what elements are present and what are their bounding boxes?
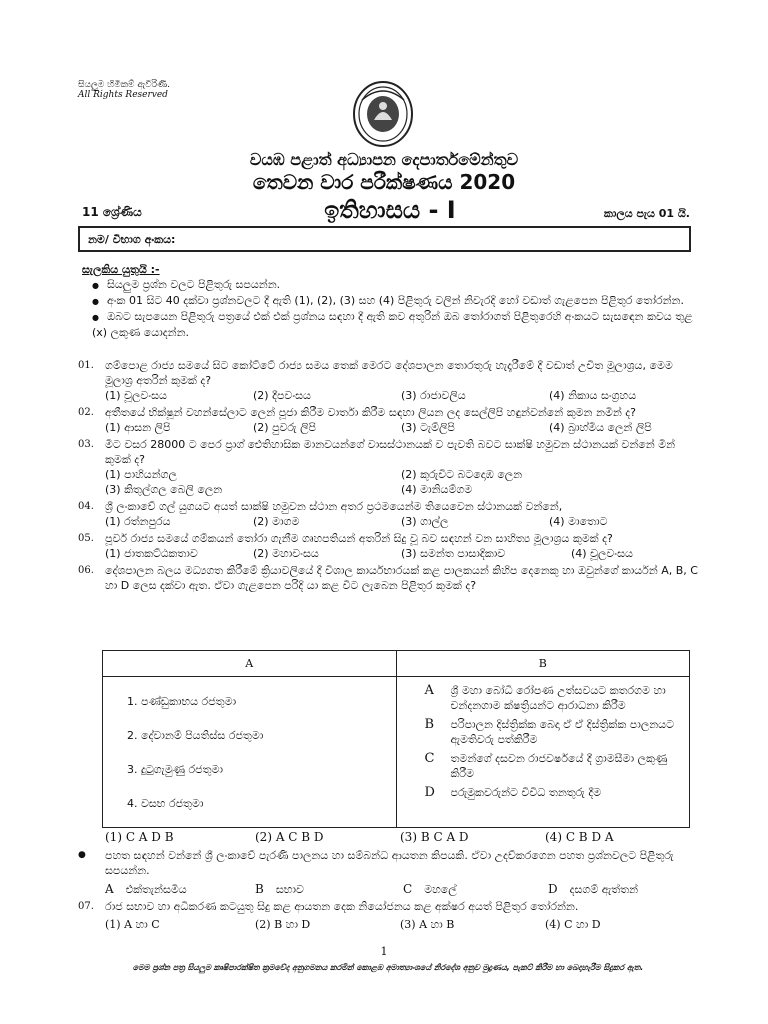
ruler-item: 4. වසභ රජතුමා xyxy=(127,797,204,810)
options-row xyxy=(78,388,698,403)
note-item xyxy=(403,882,548,897)
column-b-header: B xyxy=(396,651,690,677)
question-number: 03. xyxy=(78,439,94,450)
q06-options-row xyxy=(105,830,705,844)
question-text: මීට වසර 28000 ට පෙර ප්‍රාග් ඓතිහාසික මානවයන්ගේ වාසස්ථානයක් ව පැවති බවට සාක්ෂි හමුවන ස්ථානයක් වන්නේ මින් කුමක් ද? xyxy=(105,438,676,466)
task-item xyxy=(425,683,676,717)
bullet-icon: ● xyxy=(78,850,86,860)
instruction-item: ● ඔබට සැපයෙන පිළිතුරු පත්‍රයේ එක් එක් ප්‍රශ්නය සඳහා දී ඇති කව අතුරින් ඔබ තෝරාගත් පිළිතුරෙහි අංකයට සැසඳෙන කවය තුළ (x) ලකුණ යොදන්න. xyxy=(92,309,696,340)
rights-si: සියලුම හිමිකම් ඇවිරිණි. xyxy=(78,80,171,90)
option[interactable]: (2) A C B D xyxy=(255,830,324,844)
options-row xyxy=(78,467,698,482)
page-number: 1 xyxy=(380,945,388,958)
option[interactable]: (1) පාහියන්ගල xyxy=(105,468,177,481)
option[interactable]: (4) C B D A xyxy=(545,830,614,844)
task-letter: C xyxy=(424,751,435,766)
instruction-item: ● අංක 01 සිට 40 දක්වා ප්‍රශ්නවලට දී ඇති (1), (2), (3) සහ (4) පිළිතුරු වලින් නිවැරදි හෝ වඩාත් ගැළපෙන පිළිතුර තෝරන්න. xyxy=(92,293,696,309)
task-text: ශ්‍රී මහා බෝධි රෝපණ උත්සවයට කතරගම හා චන්දනගාම ක්ෂත්‍රියන්ට ආරාධනා කිරීම xyxy=(450,684,666,712)
column-a-header: A xyxy=(103,651,397,677)
question-text: ගම්පොළ රාජ්‍ය සමයේ සිට කෝට්ටේ රාජ්‍ය සමය තෙක් මෙරට දේශපාලන තොරතුරු හැදෑරීමේ දී වඩාත් උචිත මූලාශ්‍රය, මෙම මූලාශ්‍ර අතරින් කුමක් ද? xyxy=(105,359,673,387)
option[interactable]: (3) B C A D xyxy=(400,830,469,844)
question-number: 05. xyxy=(78,533,94,544)
note-row xyxy=(78,848,698,878)
option[interactable]: (2) මාගම xyxy=(253,515,300,528)
note-label: මහලේ xyxy=(424,883,457,896)
ruler-item: 3. දුටුගැමුණු රජතුමා xyxy=(127,763,224,776)
exam-title: තෙවන වාර පරීක්ෂණය 2020 xyxy=(252,170,516,194)
option[interactable]: (1) රත්නපුරය xyxy=(105,515,171,528)
note-letter: D xyxy=(548,882,558,896)
time-label: කාලය පැය 01 යි. xyxy=(603,207,690,220)
footer-note: මෙම ප්‍රශ්න පත්‍ර සියලුම කෘෂිපාරක්ෂිත ක්‍රමවේද අනුගමනය කරමින් කොළඹ අමාත්‍යාංශයේ නිරදේශ අනුව මුද්‍රණය, පැකට් කිරීම හා බෙදාහැරීම සිදුකර ඇත. xyxy=(132,963,644,972)
grade-label: 11 ශ්‍රේණිය xyxy=(82,205,142,219)
option[interactable]: (3) රාජාවලිය xyxy=(401,389,466,402)
column-b-cell xyxy=(396,677,690,828)
option[interactable]: (3) ගාල්ල xyxy=(401,515,449,528)
option[interactable]: (4) මාතොට xyxy=(549,515,608,528)
options-row xyxy=(78,917,698,932)
option[interactable]: (3) කිතුල්ගල බෙලි ලෙන xyxy=(105,483,223,496)
task-text: තමන්ගේ දසවන රාජවර්ෂයේ දී ග්‍රාමසීමා ලකුණු කිරීම xyxy=(450,752,668,780)
options-row xyxy=(78,482,698,497)
question-number: 04. xyxy=(78,501,94,512)
options-row xyxy=(78,546,698,561)
option[interactable]: (2) මහාවංසය xyxy=(253,547,319,560)
column-a-cell xyxy=(103,677,397,828)
name-label: නම/ විභාග අංකය: xyxy=(88,233,176,246)
rights-en: All Rights Reserved xyxy=(78,90,168,100)
emblem-icon xyxy=(352,80,414,148)
subject-title: ඉතිහාසය - I xyxy=(324,196,456,224)
instruction-item: ● සියලුම ප්‍රශ්න වලට පිළිතුරු සපයන්න. xyxy=(92,277,696,293)
option[interactable]: (4) C හා D xyxy=(545,918,601,931)
question-text: දේශපාලන බලය මධ්‍යගත කිරීමේ ක්‍රියාවලියේ දී විශාල කාර්යභාරයක් කළ පාලකයන් කිහිප දෙනෙකු හා ඔවුන්ගේ කාර්යන් A, B, C හා D ලෙස දක්වා ඇත. ඒවා ගැළපෙන පරිදි යා කළ විට ලැබෙන පිළිතුර කුමක් ද? xyxy=(105,564,698,592)
option[interactable]: (1) චූලවංසය xyxy=(105,389,167,402)
option[interactable]: (4) නිකාය සංග්‍රහය xyxy=(549,389,637,402)
department-title: වයඹ පළාත් අධ්‍යාපන දෙපාර්තමේන්තුව xyxy=(249,150,519,169)
question-text: අතීතයේ භික්ෂූන් වහන්සේලාට ලෙන් පූජා කිරීම වාර්තා කිරීම සඳහා ලියන ලද සෙල්ලිපි හඳුන්වන්නේ කුමන නමින් ද? xyxy=(105,406,636,419)
option[interactable]: (4) මානියම්ගම xyxy=(401,483,473,496)
note-item xyxy=(548,882,638,897)
option[interactable]: (1) C A D B xyxy=(105,830,174,844)
option[interactable]: (2) කුරුවිට බටදොඹ ලෙන xyxy=(401,468,523,481)
ruler-item: 1. පණ්ඩුකාභය රජතුමා xyxy=(127,695,237,708)
note-letter: A xyxy=(105,882,114,896)
task-item xyxy=(425,717,676,751)
option[interactable]: (2) B හා D xyxy=(255,918,311,931)
task-text: පරුමුකවරුන්ට විවිධ තනතුරු දීම xyxy=(450,786,602,799)
options-row xyxy=(78,514,698,529)
question-number: 07. xyxy=(78,901,94,912)
note-text: පහත සඳහන් වන්නේ ශ්‍රී ලංකාවේ පැරණි පාලනය හා සම්බන්ධ ආයතන කිපයකි. ඒවා උදව්කරගෙන පහත ප්‍රශ්නවලට පිළිතුරු සපයන්න. xyxy=(105,849,674,877)
note-item xyxy=(105,882,255,897)
question xyxy=(78,899,698,914)
question xyxy=(78,405,698,420)
question xyxy=(78,437,698,467)
option[interactable]: (2) පුවරු ලිපි xyxy=(253,421,316,434)
task-item xyxy=(425,751,676,785)
question xyxy=(78,499,698,514)
note-label: සභාව xyxy=(275,883,304,896)
note-items-row xyxy=(78,882,698,897)
question-number: 02. xyxy=(78,407,94,418)
option[interactable]: (1) ආසන ලිපි xyxy=(105,421,171,434)
option[interactable]: (2) දීපවංසය xyxy=(253,389,311,402)
task-letter: A xyxy=(424,683,434,698)
instructions-list xyxy=(92,277,696,340)
rights-block xyxy=(78,80,170,100)
name-box[interactable] xyxy=(78,226,691,252)
task-item xyxy=(425,785,676,809)
question-text: පූර්ව රාජ්‍ය සමයේ ගම්කයන් තෝරා ගැනීම ගෘහපතියන් අතරින් සිදු වූ බව සඳහන් වන සාහිත්‍ය මූලාශ්‍රය කුමක් ද? xyxy=(105,532,613,545)
question xyxy=(78,531,698,546)
option[interactable]: (3) A හා B xyxy=(400,918,455,931)
task-letter: D xyxy=(424,785,435,800)
question-number: 06. xyxy=(78,565,94,576)
ruler-item: 2. දේවානම් පියතිස්ස රජතුමා xyxy=(127,729,264,742)
task-letter: B xyxy=(424,717,435,732)
match-table xyxy=(102,650,690,828)
note-label: දසගම් ඇත්තන් xyxy=(569,883,639,896)
option[interactable]: (3) සමන්ත පාසාදිකාව xyxy=(401,547,506,560)
option[interactable]: (4) බ්‍රාහ්මීය ලෙන් ලිපි xyxy=(549,421,652,434)
option[interactable]: (1) A හා C xyxy=(105,918,160,931)
note-label: එක්තැන්සමිය xyxy=(125,883,187,896)
note-item xyxy=(255,882,403,897)
instructions-title: සැලකිය යුතුයි :- xyxy=(82,263,160,276)
option[interactable]: (3) ටැම්ලිපි xyxy=(401,421,455,434)
question-text: ශ්‍රී ලංකාවේ ගල් යුගයට අයත් සාක්ෂි හමුවන ස්ථාන අතර ප්‍රථමයෙන්ම තියෙවෙන ස්ථානයක් වන්නේ, xyxy=(105,500,563,513)
option[interactable]: (4) චූලවංසය xyxy=(571,547,633,560)
question xyxy=(78,563,698,593)
question-text: රාජ සභාව හා අධිකරණ කටයුතු සිදු කළ ආයතන දෙක නියෝජනය කළ අක්ෂර අයත් පිළිතුර තෝරන්න. xyxy=(105,900,579,913)
options-row xyxy=(78,420,698,435)
questions-block xyxy=(78,358,698,593)
task-text: පරිපාලන දිස්ත්‍රික්ක බෙදා ඒ ඒ දිස්ත්‍රික්ක පාලනයට ඇමතිවරු පත්කිරීම xyxy=(450,718,674,746)
question xyxy=(78,358,698,388)
note-letter: C xyxy=(403,882,413,896)
note-block xyxy=(78,848,698,932)
question-number: 01. xyxy=(78,360,94,371)
note-letter: B xyxy=(255,882,264,896)
option[interactable]: (1) ජාතකට්ඨකතාව xyxy=(105,547,198,560)
